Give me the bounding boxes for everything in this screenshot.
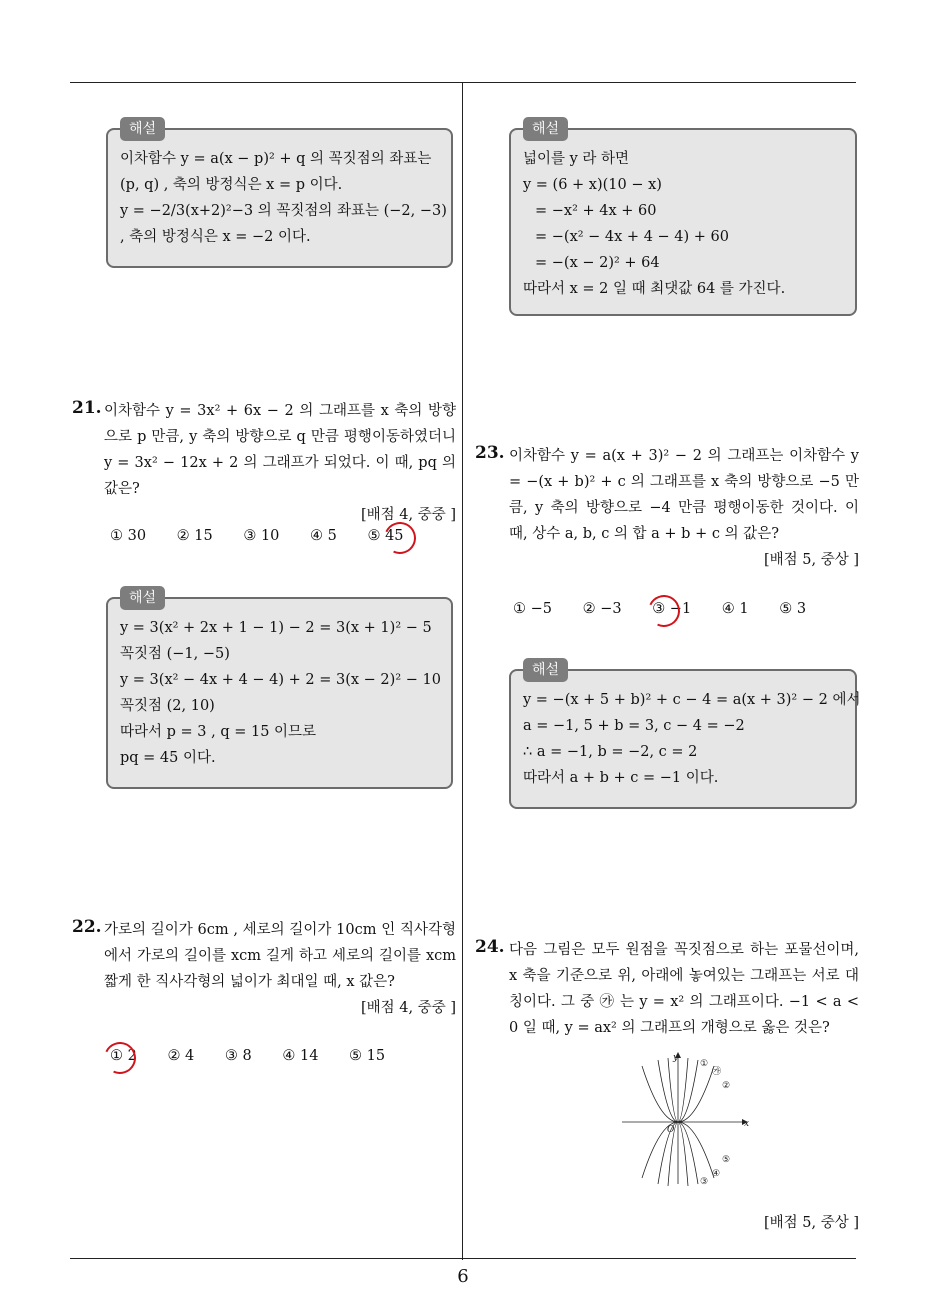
solution-line: pq = 45 이다.	[120, 750, 216, 766]
solution-line: 따라서 a + b + c = −1 이다.	[523, 770, 719, 786]
answer-mark-circle	[99, 1037, 140, 1078]
question-number-22: 22.	[72, 917, 102, 937]
top-rule	[70, 82, 856, 83]
column-divider	[462, 83, 463, 1260]
solution-line: y = −2/3(x+2)²−3 의 꼭짓점의 좌표는 (−2, −3)	[120, 203, 447, 219]
choice-5[interactable]: ⑤ 15	[349, 1048, 386, 1064]
choice-3[interactable]: ③ 8	[224, 1048, 252, 1064]
solution-line: , 축의 방정식은 x = −2 이다.	[120, 229, 311, 245]
question-22	[104, 917, 456, 1021]
choice-1[interactable]: ① 30	[110, 528, 147, 544]
question-24	[509, 937, 859, 1041]
curve-label: ②	[722, 1081, 731, 1091]
choices-22	[110, 1048, 411, 1064]
parabola-graph	[618, 1052, 750, 1188]
question-number-23: 23.	[475, 443, 505, 463]
solution-line: 넓이를 y 라 하면	[523, 151, 630, 167]
question-23	[509, 443, 859, 573]
solution-line: 따라서 p = 3 , q = 15 이므로	[120, 724, 317, 740]
solution-line: 꼭짓점 (2, 10)	[120, 698, 215, 714]
choice-4[interactable]: ④ 14	[282, 1048, 319, 1064]
solution-line: a = −1, 5 + b = 3, c − 4 = −2	[523, 718, 745, 734]
choice-3[interactable]: ③ −1	[652, 601, 692, 617]
choice-2[interactable]: ② −3	[582, 601, 622, 617]
solution-line: = −x² + 4x + 60	[535, 203, 657, 219]
choice-4[interactable]: ④ 1	[721, 601, 749, 617]
solution-line: = −(x − 2)² + 64	[535, 255, 660, 271]
solution-line: y = 3(x² − 4x + 4 − 4) + 2 = 3(x − 2)² − 10	[120, 672, 441, 688]
solution-tag: 해설	[120, 586, 165, 610]
answer-mark-circle	[643, 590, 684, 631]
score-label: [배점 4, 중중 ]	[360, 1000, 456, 1016]
solution-tag: 해설	[120, 117, 165, 141]
score-24	[509, 1210, 859, 1236]
origin-label: O	[667, 1125, 675, 1135]
score-label: [배점 5, 중상 ]	[763, 552, 859, 568]
solution-line: 따라서 x = 2 일 때 최댓값 64 를 가진다.	[523, 281, 786, 297]
solution-line: 이차함수 y = a(x − p)² + q 의 꼭짓점의 좌표는	[120, 151, 432, 167]
solution-line: y = 3(x² + 2x + 1 − 1) − 2 = 3(x + 1)² − 5	[120, 620, 432, 636]
question-number-21: 21.	[72, 398, 102, 418]
choice-5[interactable]: ⑤ 45	[367, 528, 404, 544]
solution-box-20	[106, 121, 453, 268]
solution-line: y = −(x + 5 + b)² + c − 4 = a(x + 3)² − 2 에서	[523, 692, 861, 708]
choice-1[interactable]: ① 2	[110, 1048, 137, 1064]
question-text: 이차함수 y = a(x + 3)² − 2 의 그래프는 이차함수 y = −(x + b)² + c 의 그래프를 x 축의 방향으로 −5 만큼, y 축의 방향으로 −4 만큼 평행이동한 것이다. 이 때, 상수 a, b, c 의 합 a + b + c 의 값은?	[509, 448, 859, 542]
choices-21	[110, 528, 430, 544]
page-number: 6	[457, 1266, 469, 1287]
choice-4[interactable]: ④ 5	[310, 528, 337, 544]
question-text: 이차함수 y = 3x² + 6x − 2 의 그래프를 x 축의 방향으로 p 만큼, y 축의 방향으로 q 만큼 평행이동하였더니 y = 3x² − 12x + 2 의 그래프가 되었다. 이 때, pq 의 값은?	[104, 403, 456, 497]
question-text: 가로의 길이가 6cm , 세로의 길이가 10cm 인 직사각형에서 가로의 길이를 xcm 길게 하고 세로의 길이를 xcm 짧게 한 직사각형의 넓이가 최대일 때, x 값은?	[104, 922, 456, 990]
curve-label: ①	[700, 1059, 709, 1069]
curve-label: ④	[712, 1169, 721, 1179]
choice-2[interactable]: ② 15	[176, 528, 213, 544]
solution-line: = −(x² − 4x + 4 − 4) + 60	[535, 229, 729, 245]
x-axis-label: x	[744, 1119, 750, 1129]
solution-box-22	[509, 121, 857, 316]
y-axis-label: y	[673, 1053, 679, 1063]
score-label: [배점 5, 중상 ]	[763, 1215, 859, 1231]
score-label: [배점 4, 중중 ]	[360, 507, 456, 523]
question-text: 다음 그림은 모두 원점을 꼭짓점으로 하는 포물선이며, x 축을 기준으로 위, 아래에 놓여있는 그래프는 서로 대칭이다. 그 중 ㉮ 는 y = x² 의 그래프이다. −1 < a < 0 일 때, y = ax² 의 그래프의 개형으로 옳은 것은?	[509, 942, 859, 1036]
solution-line: ∴ a = −1, b = −2, c = 2	[523, 744, 698, 760]
question-21	[104, 398, 456, 528]
solution-line: (p, q) , 축의 방정식은 x = p 이다.	[120, 177, 343, 193]
solution-line: 꼭짓점 (−1, −5)	[120, 646, 230, 662]
curve-label: ㉮	[712, 1067, 722, 1077]
choice-1[interactable]: ① −5	[513, 601, 552, 617]
solution-tag: 해설	[523, 117, 568, 141]
solution-box-23	[509, 662, 861, 809]
solution-tag: 해설	[523, 658, 568, 682]
choice-3[interactable]: ③ 10	[243, 528, 280, 544]
choice-2[interactable]: ② 4	[167, 1048, 195, 1064]
question-number-24: 24.	[475, 937, 505, 957]
solution-line: y = (6 + x)(10 − x)	[523, 177, 662, 193]
curve-label: ⑤	[722, 1155, 731, 1165]
bottom-rule	[70, 1258, 856, 1259]
solution-box-21	[106, 590, 453, 789]
choice-5[interactable]: ⑤ 3	[779, 601, 807, 617]
curve-label: ③	[700, 1177, 709, 1187]
